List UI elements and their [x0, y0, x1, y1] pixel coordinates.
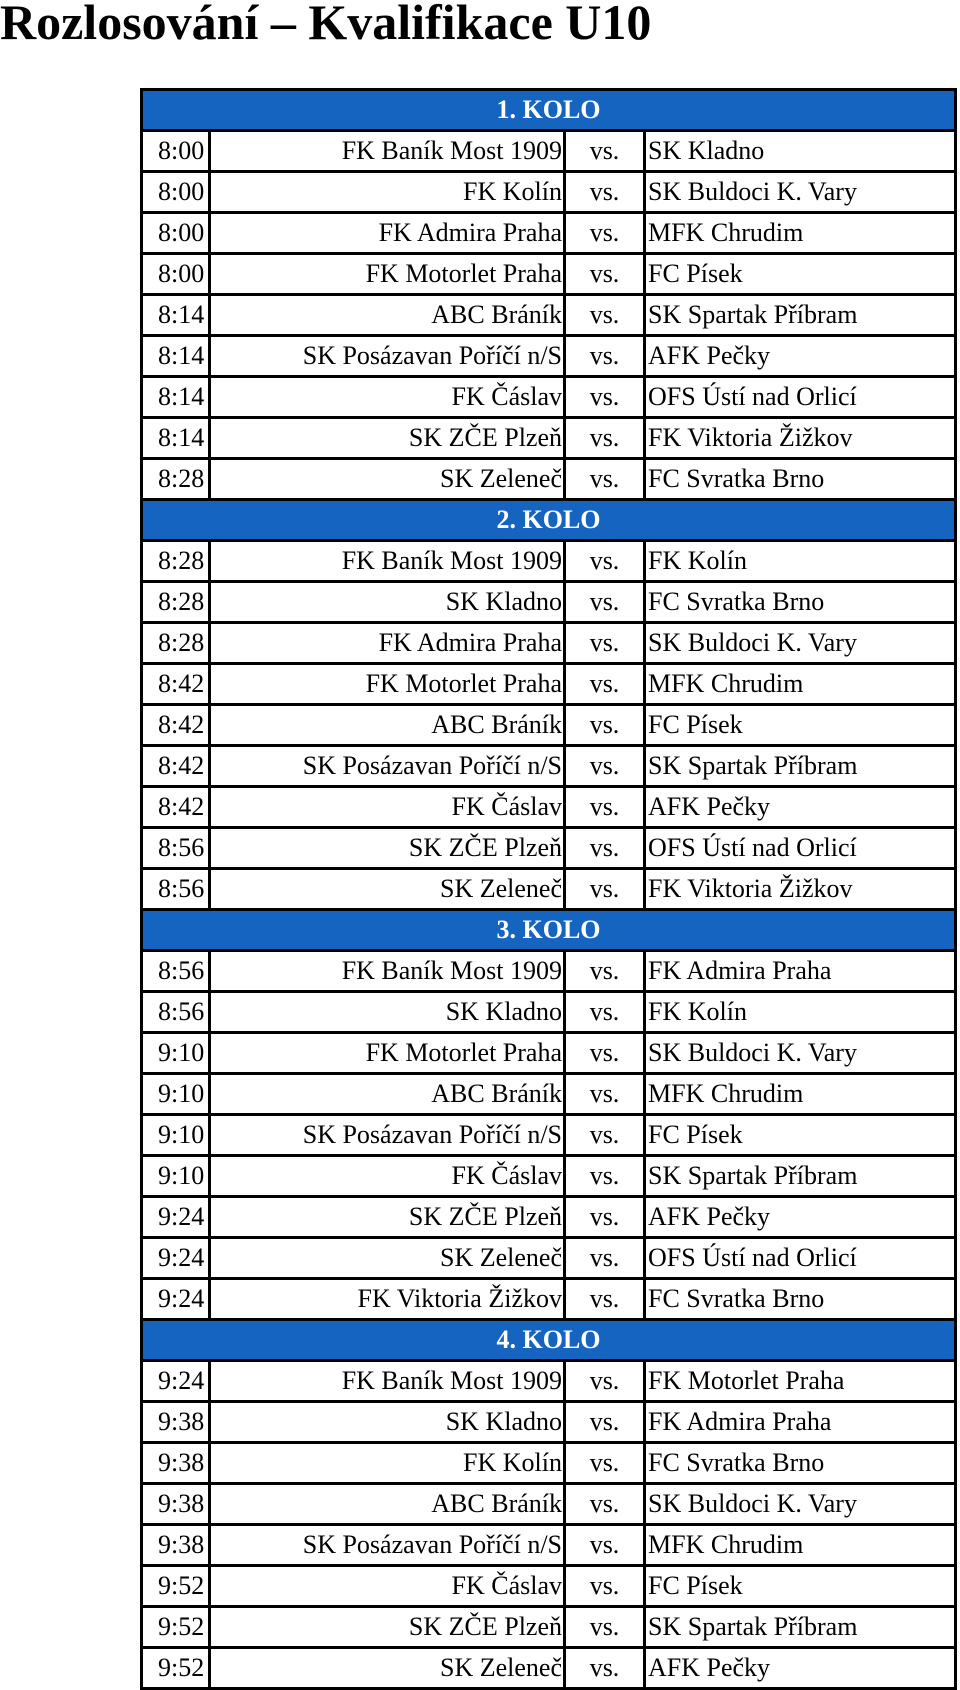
match-time: 8:56 — [142, 828, 210, 869]
versus-label: vs. — [565, 787, 645, 828]
match-time: 9:38 — [142, 1525, 210, 1566]
away-team: SK Buldoci K. Vary — [645, 623, 956, 664]
match-time: 9:38 — [142, 1443, 210, 1484]
away-team: MFK Chrudim — [645, 664, 956, 705]
home-team: SK ZČE Plzeň — [210, 828, 565, 869]
home-team: ABC Bráník — [210, 705, 565, 746]
away-team: FK Motorlet Praha — [645, 1361, 956, 1402]
home-team: SK Kladno — [210, 992, 565, 1033]
match-row — [142, 1443, 956, 1484]
match-row — [142, 1525, 956, 1566]
home-team: SK Zeleneč — [210, 459, 565, 500]
away-team: SK Kladno — [645, 131, 956, 172]
round-label: 4. KOLO — [142, 1320, 956, 1361]
match-time: 8:00 — [142, 131, 210, 172]
schedule-body — [142, 90, 956, 1689]
away-team: SK Spartak Příbram — [645, 1156, 956, 1197]
match-time: 9:10 — [142, 1033, 210, 1074]
match-row — [142, 869, 956, 910]
match-row — [142, 623, 956, 664]
versus-label: vs. — [565, 1156, 645, 1197]
away-team: FC Svratka Brno — [645, 582, 956, 623]
match-row — [142, 1607, 956, 1648]
home-team: FK Viktoria Žižkov — [210, 1279, 565, 1320]
versus-label: vs. — [565, 254, 645, 295]
versus-label: vs. — [565, 1115, 645, 1156]
match-time: 9:52 — [142, 1607, 210, 1648]
match-time: 8:42 — [142, 787, 210, 828]
versus-label: vs. — [565, 623, 645, 664]
away-team: OFS Ústí nad Orlicí — [645, 828, 956, 869]
match-row — [142, 1074, 956, 1115]
versus-label: vs. — [565, 131, 645, 172]
match-row — [142, 131, 956, 172]
match-time: 8:28 — [142, 459, 210, 500]
versus-label: vs. — [565, 746, 645, 787]
match-row — [142, 172, 956, 213]
match-time: 8:00 — [142, 172, 210, 213]
home-team: SK Kladno — [210, 582, 565, 623]
match-row — [142, 459, 956, 500]
match-row — [142, 377, 956, 418]
round-header — [142, 500, 956, 541]
home-team: FK Baník Most 1909 — [210, 131, 565, 172]
versus-label: vs. — [565, 1566, 645, 1607]
match-row — [142, 992, 956, 1033]
match-row — [142, 254, 956, 295]
match-row — [142, 664, 956, 705]
round-label: 3. KOLO — [142, 910, 956, 951]
match-time: 9:10 — [142, 1156, 210, 1197]
versus-label: vs. — [565, 1074, 645, 1115]
away-team: SK Spartak Příbram — [645, 746, 956, 787]
versus-label: vs. — [565, 705, 645, 746]
home-team: FK Kolín — [210, 1443, 565, 1484]
versus-label: vs. — [565, 418, 645, 459]
match-time: 9:24 — [142, 1279, 210, 1320]
home-team: FK Baník Most 1909 — [210, 1361, 565, 1402]
match-row — [142, 213, 956, 254]
home-team: FK Baník Most 1909 — [210, 541, 565, 582]
versus-label: vs. — [565, 295, 645, 336]
versus-label: vs. — [565, 1443, 645, 1484]
home-team: FK Čáslav — [210, 1156, 565, 1197]
home-team: ABC Bráník — [210, 1074, 565, 1115]
away-team: MFK Chrudim — [645, 1074, 956, 1115]
home-team: SK Zeleneč — [210, 1238, 565, 1279]
match-time: 8:00 — [142, 254, 210, 295]
match-time: 8:42 — [142, 705, 210, 746]
away-team: FK Admira Praha — [645, 951, 956, 992]
away-team: FK Viktoria Žižkov — [645, 418, 956, 459]
home-team: SK ZČE Plzeň — [210, 418, 565, 459]
match-row — [142, 746, 956, 787]
match-time: 8:56 — [142, 951, 210, 992]
away-team: SK Buldoci K. Vary — [645, 1033, 956, 1074]
round-header — [142, 1320, 956, 1361]
home-team: FK Admira Praha — [210, 213, 565, 254]
away-team: FC Písek — [645, 705, 956, 746]
away-team: FK Admira Praha — [645, 1402, 956, 1443]
versus-label: vs. — [565, 664, 645, 705]
match-row — [142, 1484, 956, 1525]
match-time: 9:10 — [142, 1115, 210, 1156]
round-label: 1. KOLO — [142, 90, 956, 131]
match-row — [142, 1361, 956, 1402]
home-team: FK Čáslav — [210, 377, 565, 418]
match-time: 8:56 — [142, 992, 210, 1033]
match-time: 8:42 — [142, 746, 210, 787]
away-team: AFK Pečky — [645, 1197, 956, 1238]
match-time: 9:52 — [142, 1566, 210, 1607]
match-time: 8:42 — [142, 664, 210, 705]
home-team: SK Posázavan Poříčí n/S — [210, 1525, 565, 1566]
versus-label: vs. — [565, 1279, 645, 1320]
versus-label: vs. — [565, 1197, 645, 1238]
versus-label: vs. — [565, 992, 645, 1033]
versus-label: vs. — [565, 1484, 645, 1525]
match-row — [142, 705, 956, 746]
away-team: MFK Chrudim — [645, 213, 956, 254]
away-team: AFK Pečky — [645, 336, 956, 377]
home-team: SK ZČE Plzeň — [210, 1197, 565, 1238]
match-time: 8:28 — [142, 582, 210, 623]
match-row — [142, 582, 956, 623]
match-time: 8:14 — [142, 295, 210, 336]
match-time: 8:14 — [142, 336, 210, 377]
match-time: 8:28 — [142, 541, 210, 582]
home-team: FK Kolín — [210, 172, 565, 213]
away-team: FC Písek — [645, 254, 956, 295]
away-team: FC Písek — [645, 1115, 956, 1156]
match-time: 9:24 — [142, 1238, 210, 1279]
match-time: 9:10 — [142, 1074, 210, 1115]
away-team: FC Písek — [645, 1566, 956, 1607]
versus-label: vs. — [565, 377, 645, 418]
home-team: FK Motorlet Praha — [210, 1033, 565, 1074]
away-team: AFK Pečky — [645, 1648, 956, 1689]
match-time: 8:28 — [142, 623, 210, 664]
away-team: SK Buldoci K. Vary — [645, 172, 956, 213]
away-team: FC Svratka Brno — [645, 459, 956, 500]
versus-label: vs. — [565, 1033, 645, 1074]
versus-label: vs. — [565, 828, 645, 869]
versus-label: vs. — [565, 541, 645, 582]
match-row — [142, 1279, 956, 1320]
home-team: FK Baník Most 1909 — [210, 951, 565, 992]
versus-label: vs. — [565, 213, 645, 254]
match-time: 9:52 — [142, 1648, 210, 1689]
match-row — [142, 828, 956, 869]
match-row — [142, 1115, 956, 1156]
match-time: 9:38 — [142, 1402, 210, 1443]
schedule-table — [140, 88, 957, 1690]
versus-label: vs. — [565, 869, 645, 910]
match-row — [142, 1648, 956, 1689]
match-row — [142, 541, 956, 582]
versus-label: vs. — [565, 336, 645, 377]
versus-label: vs. — [565, 459, 645, 500]
round-header — [142, 910, 956, 951]
match-time: 8:00 — [142, 213, 210, 254]
match-time: 8:56 — [142, 869, 210, 910]
away-team: FK Kolín — [645, 541, 956, 582]
away-team: OFS Ústí nad Orlicí — [645, 1238, 956, 1279]
away-team: AFK Pečky — [645, 787, 956, 828]
versus-label: vs. — [565, 1238, 645, 1279]
match-row — [142, 336, 956, 377]
away-team: FC Svratka Brno — [645, 1279, 956, 1320]
match-row — [142, 1197, 956, 1238]
away-team: FK Kolín — [645, 992, 956, 1033]
versus-label: vs. — [565, 1402, 645, 1443]
match-row — [142, 1402, 956, 1443]
match-row — [142, 1238, 956, 1279]
home-team: FK Čáslav — [210, 787, 565, 828]
match-row — [142, 1156, 956, 1197]
versus-label: vs. — [565, 1525, 645, 1566]
versus-label: vs. — [565, 951, 645, 992]
match-row — [142, 1033, 956, 1074]
away-team: OFS Ústí nad Orlicí — [645, 377, 956, 418]
home-team: SK Zeleneč — [210, 869, 565, 910]
versus-label: vs. — [565, 172, 645, 213]
versus-label: vs. — [565, 1361, 645, 1402]
match-row — [142, 418, 956, 459]
match-row — [142, 787, 956, 828]
home-team: FK Motorlet Praha — [210, 664, 565, 705]
away-team: SK Spartak Příbram — [645, 295, 956, 336]
match-time: 8:14 — [142, 418, 210, 459]
page-title: Rozlosování – Kvalifikace U10 — [0, 0, 652, 50]
match-time: 9:38 — [142, 1484, 210, 1525]
versus-label: vs. — [565, 1648, 645, 1689]
round-header — [142, 90, 956, 131]
home-team: ABC Bráník — [210, 295, 565, 336]
home-team: SK Posázavan Poříčí n/S — [210, 1115, 565, 1156]
home-team: SK ZČE Plzeň — [210, 1607, 565, 1648]
match-row — [142, 951, 956, 992]
match-row — [142, 1566, 956, 1607]
home-team: SK Posázavan Poříčí n/S — [210, 746, 565, 787]
away-team: MFK Chrudim — [645, 1525, 956, 1566]
away-team: FK Viktoria Žižkov — [645, 869, 956, 910]
away-team: SK Spartak Příbram — [645, 1607, 956, 1648]
home-team: SK Kladno — [210, 1402, 565, 1443]
away-team: FC Svratka Brno — [645, 1443, 956, 1484]
home-team: ABC Bráník — [210, 1484, 565, 1525]
match-time: 9:24 — [142, 1361, 210, 1402]
round-label: 2. KOLO — [142, 500, 956, 541]
versus-label: vs. — [565, 1607, 645, 1648]
match-time: 9:24 — [142, 1197, 210, 1238]
versus-label: vs. — [565, 582, 645, 623]
home-team: FK Admira Praha — [210, 623, 565, 664]
match-row — [142, 295, 956, 336]
home-team: FK Čáslav — [210, 1566, 565, 1607]
match-time: 8:14 — [142, 377, 210, 418]
home-team: SK Zeleneč — [210, 1648, 565, 1689]
home-team: SK Posázavan Poříčí n/S — [210, 336, 565, 377]
away-team: SK Buldoci K. Vary — [645, 1484, 956, 1525]
home-team: FK Motorlet Praha — [210, 254, 565, 295]
